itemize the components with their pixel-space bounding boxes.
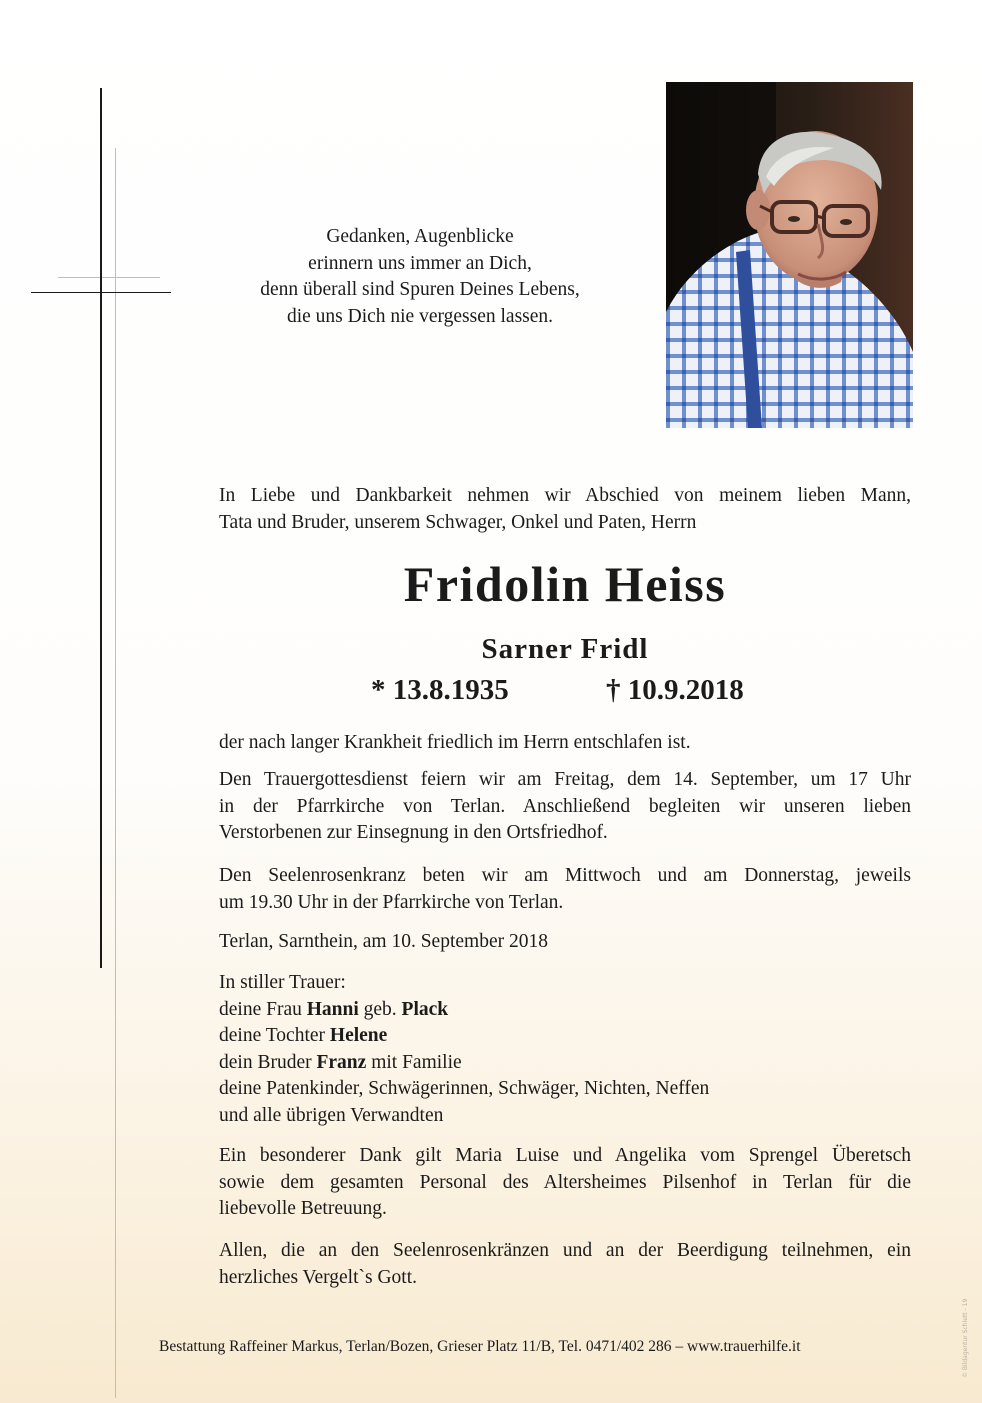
poem-line: erinnern uns immer an Dich, [308, 252, 532, 274]
mourners-list [219, 970, 911, 1129]
death-date: † 10.9.2018 [606, 674, 744, 706]
passing-note: der nach langer Krankheit friedlich im Herrn entschlafen ist. [219, 732, 691, 753]
mourner-others: deine Patenkinder, Schwägerinnen, Schwäger, Nichten, Neffen [219, 1078, 710, 1099]
funeral-line: Den Trauergottesdienst feiern wir am Freitag, dem 14. September, um 17 Uhr [219, 769, 911, 790]
rosary-line: um 19.30 Uhr in der Pfarrkirche von Terlan. [219, 891, 564, 913]
thanks-text [219, 1143, 911, 1223]
place-date: Terlan, Sarnthein, am 10. September 2018 [219, 931, 548, 952]
mourner-brother: dein Bruder Franz mit Familie [219, 1051, 462, 1073]
portrait-photo [666, 82, 913, 428]
closing-text [219, 1238, 911, 1291]
mourner-wife: deine Frau Hanni geb. Plack [219, 998, 449, 1020]
cross-vertical-light-line [115, 148, 116, 1398]
thanks-line: sowie dem gesamten Personal des Altersheimes Pilsenhof in Terlan für die [219, 1171, 911, 1193]
cross-horizontal-line [31, 292, 171, 293]
deceased-name: Fridolin Heiss [403, 556, 727, 612]
funeral-line: in der Pfarrkirche von Terlan. Anschließend begleiten wir unseren lieben [219, 795, 911, 817]
closing-line: herzliches Vergelt`s Gott. [219, 1266, 418, 1288]
poem-line: denn überall sind Spuren Deines Lebens, [260, 279, 580, 300]
rosary-line: Den Seelenrosenkranz beten wir am Mittwoch und am Donnerstag, jeweils [219, 865, 911, 886]
mourner-daughter: deine Tochter Helene [219, 1025, 388, 1046]
thanks-line: liebevolle Betreuung. [219, 1198, 387, 1219]
intro-text [219, 483, 911, 536]
mourner-relatives: und alle übrigen Verwandten [219, 1104, 444, 1126]
memorial-poem [200, 224, 640, 330]
funeral-home-footer: Bestattung Raffeiner Markus, Terlan/Bozen, Grieser Platz 11/B, Tel. 0471/402 286 – www.trauerhilfe.it [159, 1338, 801, 1355]
funeral-line: Verstorbenen zur Einsegnung in den Ortsfriedhof. [219, 822, 608, 843]
funeral-info [219, 767, 911, 847]
rosary-info [219, 863, 911, 916]
poem-line: die uns Dich nie vergessen lassen. [286, 305, 554, 327]
intro-line: Tata und Bruder, unserem Schwager, Onkel und Paten, Herrn [219, 511, 697, 533]
deceased-nickname: Sarner Fridl [481, 633, 649, 665]
cross-horizontal-light-line [58, 277, 160, 278]
closing-line: Allen, die an den Seelenrosenkränzen und an der Beerdigung teilnehmen, ein [219, 1240, 911, 1261]
thanks-line: Ein besonderer Dank gilt Maria Luise und Angelika vom Sprengel Überetsch [219, 1145, 911, 1166]
cross-vertical-line [100, 88, 102, 968]
mourners-heading: In stiller Trauer: [219, 972, 346, 993]
side-copyright-mark: © Bildagentur Schlett - 19 [962, 1298, 969, 1378]
poem-line: Gedanken, Augenblicke [326, 226, 514, 247]
portrait-illustration [666, 82, 913, 428]
intro-line: In Liebe und Dankbarkeit nehmen wir Abschied von meinem lieben Mann, [219, 485, 911, 506]
birth-date: * 13.8.1935 [371, 674, 509, 706]
